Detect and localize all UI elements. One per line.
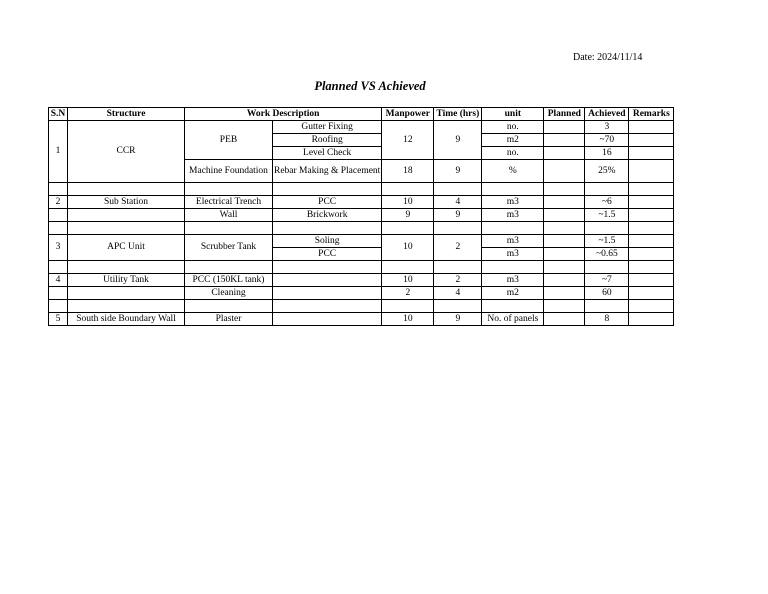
- manpower-cell: 10: [382, 196, 434, 209]
- structure-cell: [68, 209, 185, 222]
- header-time: Time (hrs): [434, 108, 482, 121]
- planned-vs-achieved-table: [48, 107, 674, 326]
- work-cell: Plaster: [185, 313, 273, 326]
- time-cell: 9: [434, 160, 482, 183]
- time-cell: 9: [434, 209, 482, 222]
- sn-cell: [49, 287, 68, 300]
- sn-cell: 5: [49, 313, 68, 326]
- spacer-row: [49, 300, 674, 313]
- task-cell: Soling: [273, 235, 382, 248]
- unit-cell: No. of panels: [482, 313, 544, 326]
- task-cell: Gutter Fixing: [273, 121, 382, 134]
- work-cell: PCC (150KL tank): [185, 274, 273, 287]
- header-row: [49, 108, 674, 121]
- achieved-cell: ~1.5: [585, 209, 629, 222]
- spacer-row: [49, 222, 674, 235]
- task-cell: Brickwork: [273, 209, 382, 222]
- header-unit: unit: [482, 108, 544, 121]
- sn-cell: 2: [49, 196, 68, 209]
- spacer-row: [49, 183, 674, 196]
- sn-cell: 1: [49, 121, 68, 183]
- time-cell: 2: [434, 235, 482, 261]
- time-cell: 2: [434, 274, 482, 287]
- planned-cell: [544, 274, 585, 287]
- remarks-cell: [629, 313, 674, 326]
- planned-cell: [544, 313, 585, 326]
- time-cell: 9: [434, 313, 482, 326]
- header-work-description: Work Description: [185, 108, 382, 121]
- task-cell: Rebar Making & Placement: [273, 160, 382, 183]
- structure-cell: CCR: [68, 121, 185, 183]
- work-cell: Electrical Trench: [185, 196, 273, 209]
- unit-cell: m2: [482, 287, 544, 300]
- work-cell: Cleaning: [185, 287, 273, 300]
- remarks-cell: [629, 121, 674, 134]
- work-cell: Machine Foundation: [185, 160, 273, 183]
- report-title: Planned VS Achieved: [314, 79, 426, 93]
- header-planned: Planned: [544, 108, 585, 121]
- sn-cell: 4: [49, 274, 68, 287]
- planned-cell: [544, 235, 585, 248]
- spacer-row: [49, 261, 674, 274]
- table-row: [49, 274, 674, 287]
- remarks-cell: [629, 287, 674, 300]
- table-row: [49, 121, 674, 134]
- task-cell: [273, 313, 382, 326]
- structure-cell: APC Unit: [68, 235, 185, 261]
- manpower-cell: 12: [382, 121, 434, 160]
- remarks-cell: [629, 209, 674, 222]
- planned-cell: [544, 134, 585, 147]
- work-cell: Wall: [185, 209, 273, 222]
- structure-cell: [68, 287, 185, 300]
- sn-cell: [49, 209, 68, 222]
- achieved-cell: ~1.5: [585, 235, 629, 248]
- header-achieved: Achieved: [585, 108, 629, 121]
- header-remarks: Remarks: [629, 108, 674, 121]
- planned-cell: [544, 147, 585, 160]
- manpower-cell: 2: [382, 287, 434, 300]
- header-structure: Structure: [68, 108, 185, 121]
- manpower-cell: 9: [382, 209, 434, 222]
- achieved-cell: ~6: [585, 196, 629, 209]
- remarks-cell: [629, 160, 674, 183]
- header-manpower: Manpower: [382, 108, 434, 121]
- sn-cell: 3: [49, 235, 68, 261]
- remarks-cell: [629, 248, 674, 261]
- task-cell: [273, 274, 382, 287]
- achieved-cell: ~70: [585, 134, 629, 147]
- unit-cell: %: [482, 160, 544, 183]
- structure-cell: South side Boundary Wall: [68, 313, 185, 326]
- remarks-cell: [629, 134, 674, 147]
- manpower-cell: 18: [382, 160, 434, 183]
- manpower-cell: 10: [382, 313, 434, 326]
- task-cell: Roofing: [273, 134, 382, 147]
- time-cell: 9: [434, 121, 482, 160]
- task-cell: Level Check: [273, 147, 382, 160]
- achieved-cell: 8: [585, 313, 629, 326]
- task-cell: PCC: [273, 196, 382, 209]
- unit-cell: m3: [482, 209, 544, 222]
- structure-cell: Utility Tank: [68, 274, 185, 287]
- achieved-cell: ~0.65: [585, 248, 629, 261]
- remarks-cell: [629, 235, 674, 248]
- unit-cell: m3: [482, 248, 544, 261]
- planned-cell: [544, 160, 585, 183]
- planned-cell: [544, 287, 585, 300]
- remarks-cell: [629, 196, 674, 209]
- work-cell: Scrubber Tank: [185, 235, 273, 261]
- unit-cell: m3: [482, 235, 544, 248]
- table-row: [49, 235, 674, 248]
- time-cell: 4: [434, 196, 482, 209]
- table-row: [49, 313, 674, 326]
- table-row: [49, 196, 674, 209]
- table-row: [49, 287, 674, 300]
- header-sn: S.N: [49, 108, 68, 121]
- remarks-cell: [629, 274, 674, 287]
- unit-cell: m3: [482, 274, 544, 287]
- table-row: [49, 209, 674, 222]
- achieved-cell: 3: [585, 121, 629, 134]
- achieved-cell: ~7: [585, 274, 629, 287]
- structure-cell: Sub Station: [68, 196, 185, 209]
- task-cell: PCC: [273, 248, 382, 261]
- manpower-cell: 10: [382, 235, 434, 261]
- task-cell: [273, 287, 382, 300]
- manpower-cell: 10: [382, 274, 434, 287]
- report-date: Date: 2024/11/14: [573, 52, 643, 63]
- time-cell: 4: [434, 287, 482, 300]
- unit-cell: no.: [482, 121, 544, 134]
- remarks-cell: [629, 147, 674, 160]
- unit-cell: m2: [482, 134, 544, 147]
- achieved-cell: 25%: [585, 160, 629, 183]
- planned-cell: [544, 121, 585, 134]
- achieved-cell: 60: [585, 287, 629, 300]
- achieved-cell: 16: [585, 147, 629, 160]
- unit-cell: m3: [482, 196, 544, 209]
- planned-cell: [544, 196, 585, 209]
- unit-cell: no.: [482, 147, 544, 160]
- planned-cell: [544, 209, 585, 222]
- work-cell: PEB: [185, 121, 273, 160]
- planned-cell: [544, 248, 585, 261]
